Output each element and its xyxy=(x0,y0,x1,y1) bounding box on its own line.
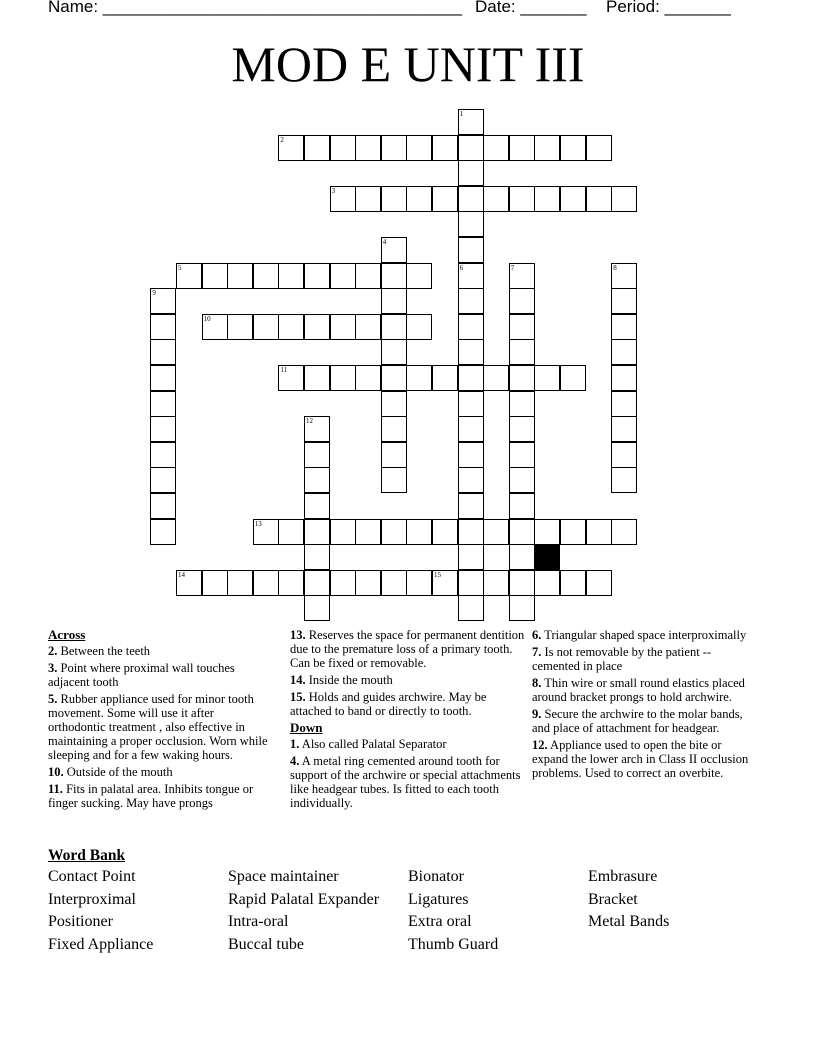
answer-cell[interactable] xyxy=(304,570,330,596)
answer-cell[interactable] xyxy=(355,186,381,212)
answer-cell[interactable] xyxy=(432,519,458,545)
word-bank-item: Ligatures xyxy=(408,890,469,908)
answer-cell[interactable] xyxy=(304,519,330,545)
clue-column-3 xyxy=(532,628,758,783)
clue xyxy=(290,673,526,687)
answer-cell[interactable] xyxy=(509,467,535,493)
clue-number: 7 xyxy=(510,263,515,272)
answer-cell[interactable] xyxy=(534,135,560,161)
word-bank-item: Contact Point xyxy=(48,868,136,885)
answer-cell[interactable] xyxy=(406,570,432,596)
answer-cell[interactable] xyxy=(355,135,381,161)
answer-cell[interactable] xyxy=(458,135,484,161)
answer-cell[interactable] xyxy=(381,339,407,365)
answer-cell[interactable] xyxy=(509,288,535,314)
answer-cell[interactable] xyxy=(381,135,407,161)
word-bank-item: Buccal tube xyxy=(228,935,304,953)
answer-cell[interactable] xyxy=(304,263,330,289)
answer-cell[interactable] xyxy=(534,519,560,545)
answer-cell[interactable] xyxy=(483,570,509,596)
answer-cell[interactable] xyxy=(458,493,484,519)
clue xyxy=(532,707,758,735)
answer-cell[interactable] xyxy=(458,160,484,186)
answer-cell[interactable] xyxy=(458,186,484,212)
answer-cell[interactable] xyxy=(586,570,612,596)
answer-cell[interactable] xyxy=(227,570,253,596)
answer-cell[interactable] xyxy=(381,442,407,468)
answer-cell[interactable] xyxy=(381,416,407,442)
answer-cell[interactable] xyxy=(406,365,432,391)
clue-number: 6 xyxy=(459,263,464,272)
clue xyxy=(532,628,758,642)
answer-cell[interactable] xyxy=(560,519,586,545)
black-square xyxy=(534,544,560,570)
page-title: MOD E UNIT III xyxy=(231,36,585,92)
answer-cell[interactable] xyxy=(330,365,356,391)
answer-cell[interactable] xyxy=(483,186,509,212)
answer-cell[interactable] xyxy=(381,288,407,314)
answer-cell[interactable] xyxy=(458,365,484,391)
answer-cell[interactable] xyxy=(611,442,637,468)
answer-cell[interactable] xyxy=(355,263,381,289)
clue xyxy=(532,645,758,673)
answer-cell[interactable] xyxy=(202,263,228,289)
answer-cell[interactable] xyxy=(509,186,535,212)
word-bank-item: Metal Bands xyxy=(588,913,670,930)
answer-cell[interactable] xyxy=(483,519,509,545)
clue-number: 5. xyxy=(48,692,58,706)
clue xyxy=(48,765,270,779)
clue-text: A metal ring cemented around tooth for support of the archwire or special attachments like headgear tubes. Is fitted to each tooth individually. xyxy=(290,754,521,810)
clue-text: Holds and guides archwire. May be attached to band or directly to tooth. xyxy=(290,690,487,718)
answer-cell[interactable] xyxy=(330,135,356,161)
clues-section xyxy=(0,628,816,843)
clue-number: 8 xyxy=(613,263,617,272)
answer-cell[interactable] xyxy=(355,314,381,340)
word-bank-item: Bracket xyxy=(588,890,638,908)
clue-text: Point where proximal wall touches adjacent tooth xyxy=(48,661,235,689)
answer-cell[interactable] xyxy=(381,391,407,417)
answer-cell[interactable] xyxy=(611,186,637,212)
answer-cell[interactable] xyxy=(381,314,407,340)
answer-cell[interactable] xyxy=(483,365,509,391)
answer-cell[interactable] xyxy=(611,391,637,417)
clue xyxy=(290,690,526,718)
answer-cell[interactable] xyxy=(304,467,330,493)
answer-cell[interactable] xyxy=(330,263,356,289)
clue xyxy=(48,782,270,810)
answer-cell[interactable] xyxy=(611,467,637,493)
clue xyxy=(532,676,758,704)
answer-cell[interactable] xyxy=(406,186,432,212)
word-bank-item: Rapid Palatal Expander xyxy=(228,890,380,908)
clue-text: Between the teeth xyxy=(57,644,151,658)
answer-cell[interactable] xyxy=(560,365,586,391)
clue-number: 11. xyxy=(48,782,63,796)
answer-cell[interactable] xyxy=(586,186,612,212)
answer-cell[interactable] xyxy=(611,339,637,365)
answer-cell[interactable] xyxy=(458,237,484,263)
answer-cell[interactable] xyxy=(458,544,484,570)
answer-cell[interactable] xyxy=(509,365,535,391)
clue-text: Reserves the space for permanent dentition due to the premature loss of a primary tooth. Can be fixed or removable. xyxy=(290,628,525,670)
clue-text: Thin wire or small round elastics placed around bracket prongs to hold archwire. xyxy=(532,676,745,704)
answer-cell[interactable] xyxy=(458,442,484,468)
clue-text: Also called Palatal Separator xyxy=(299,737,447,751)
answer-cell[interactable] xyxy=(330,314,356,340)
clue-number: 1 xyxy=(459,110,464,118)
clue xyxy=(48,661,270,689)
answer-cell[interactable] xyxy=(278,570,304,596)
answer-cell[interactable] xyxy=(560,135,586,161)
answer-cell[interactable] xyxy=(458,570,484,596)
answer-cell[interactable] xyxy=(150,467,176,493)
word-bank-item: Intra-oral xyxy=(228,913,289,930)
clue-number: 7. xyxy=(532,645,542,659)
answer-cell[interactable] xyxy=(509,391,535,417)
answer-cell[interactable] xyxy=(458,519,484,545)
word-bank-item: Fixed Appliance xyxy=(48,935,154,953)
answer-cell[interactable] xyxy=(150,493,176,519)
answer-cell[interactable] xyxy=(560,186,586,212)
clue xyxy=(290,754,526,810)
name-field[interactable]: Name: ______________________________________ xyxy=(48,0,463,16)
answer-cell[interactable] xyxy=(150,314,176,340)
down-clue-list xyxy=(290,737,526,810)
word-bank-item: Positioner xyxy=(48,913,113,930)
clue-number: 4 xyxy=(382,238,387,246)
word-bank xyxy=(48,868,788,954)
answer-cell[interactable] xyxy=(355,519,381,545)
answer-cell[interactable] xyxy=(586,135,612,161)
clue-text: Secure the archwire to the molar bands, and place of attachment for headgear. xyxy=(532,707,743,735)
answer-cell[interactable] xyxy=(458,467,484,493)
clue-number: 15. xyxy=(290,690,306,704)
word-bank-item: Space maintainer xyxy=(228,868,339,885)
clue-number: 10. xyxy=(48,765,64,779)
answer-cell[interactable] xyxy=(406,314,432,340)
answer-cell[interactable] xyxy=(509,135,535,161)
across-clue-list-continued xyxy=(290,628,526,718)
answer-cell[interactable] xyxy=(304,442,330,468)
answer-cell[interactable] xyxy=(304,493,330,519)
answer-cell[interactable] xyxy=(483,135,509,161)
answer-cell[interactable] xyxy=(304,544,330,570)
answer-cell[interactable] xyxy=(381,365,407,391)
answer-cell[interactable] xyxy=(509,493,535,519)
clue-text: Fits in palatal area. Inhibits tongue or finger sucking. May have prongs xyxy=(48,782,254,810)
clue-text: Triangular shaped space interproximally xyxy=(541,628,747,642)
answer-cell[interactable] xyxy=(509,339,535,365)
period-field[interactable]: Period: _______ xyxy=(606,0,731,16)
clue-number: 13 xyxy=(254,519,262,528)
answer-cell[interactable] xyxy=(381,186,407,212)
clue-number: 9 xyxy=(152,289,156,298)
answer-cell[interactable] xyxy=(458,314,484,340)
down-clue-list-continued xyxy=(532,628,758,780)
answer-cell[interactable] xyxy=(458,416,484,442)
answer-cell[interactable] xyxy=(509,544,535,570)
clue-text: Is not removable by the patient -- cemented in place xyxy=(532,645,712,673)
word-bank-item: Interproximal xyxy=(48,890,136,908)
clue-number: 9. xyxy=(532,707,542,721)
answer-cell[interactable] xyxy=(150,442,176,468)
answer-cell[interactable] xyxy=(534,365,560,391)
answer-cell[interactable] xyxy=(509,570,535,596)
answer-cell[interactable] xyxy=(278,263,304,289)
answer-cell[interactable] xyxy=(509,519,535,545)
clue-text: Inside the mouth xyxy=(305,673,393,687)
answer-cell[interactable] xyxy=(304,365,330,391)
answer-cell[interactable] xyxy=(150,365,176,391)
answer-cell[interactable] xyxy=(330,519,356,545)
clue xyxy=(532,738,758,780)
clue-number: 10 xyxy=(203,314,211,323)
answer-cell[interactable] xyxy=(509,416,535,442)
answer-cell[interactable] xyxy=(509,595,535,621)
answer-cell[interactable] xyxy=(509,442,535,468)
clue-number: 2. xyxy=(48,644,58,658)
across-heading: Across xyxy=(48,627,86,642)
answer-cell[interactable] xyxy=(355,570,381,596)
answer-cell[interactable] xyxy=(560,570,586,596)
answer-cell[interactable] xyxy=(586,519,612,545)
answer-cell[interactable] xyxy=(611,519,637,545)
answer-cell[interactable] xyxy=(253,570,279,596)
answer-cell[interactable] xyxy=(278,314,304,340)
clue-column-2 xyxy=(290,628,526,813)
word-bank-heading: Word Bank xyxy=(48,847,126,864)
answer-cell[interactable] xyxy=(458,288,484,314)
answer-cell[interactable] xyxy=(611,314,637,340)
answer-cell[interactable] xyxy=(150,391,176,417)
word-bank-item: Bionator xyxy=(408,868,464,885)
clue-number: 5 xyxy=(178,263,182,272)
answer-cell[interactable] xyxy=(381,570,407,596)
clue-text: Appliance used to open the bite or expand the lower arch in Class II occlusion problems. Used to correct an overbite. xyxy=(532,738,749,780)
answer-cell[interactable] xyxy=(432,186,458,212)
answer-cell[interactable] xyxy=(406,263,432,289)
answer-cell[interactable] xyxy=(304,135,330,161)
clue-number: 1. xyxy=(290,737,300,751)
clue-number: 14. xyxy=(290,673,306,687)
answer-cell[interactable] xyxy=(406,135,432,161)
answer-cell[interactable] xyxy=(458,391,484,417)
answer-cell[interactable] xyxy=(304,595,330,621)
answer-cell[interactable] xyxy=(150,339,176,365)
across-clue-list xyxy=(48,644,270,810)
clue-number: 2 xyxy=(280,135,284,144)
answer-cell[interactable] xyxy=(304,314,330,340)
date-field[interactable]: Date: _______ xyxy=(475,0,587,16)
clue-text: Outside of the mouth xyxy=(63,765,173,779)
clue-number: 11 xyxy=(280,366,288,374)
word-bank-item: Extra oral xyxy=(408,913,472,930)
answer-cell[interactable] xyxy=(150,416,176,442)
answer-cell[interactable] xyxy=(611,416,637,442)
clue xyxy=(48,644,270,658)
word-bank-item: Thumb Guard xyxy=(408,935,499,953)
answer-cell[interactable] xyxy=(355,365,381,391)
answer-cell[interactable] xyxy=(458,595,484,621)
clue-number: 6. xyxy=(532,628,542,642)
clue-number: 14 xyxy=(178,570,185,579)
clue-number: 3 xyxy=(331,186,336,195)
answer-cell[interactable] xyxy=(202,570,228,596)
answer-cell[interactable] xyxy=(253,263,279,289)
answer-cell[interactable] xyxy=(432,135,458,161)
answer-cell[interactable] xyxy=(611,365,637,391)
clue xyxy=(48,692,270,762)
answer-cell[interactable] xyxy=(509,314,535,340)
answer-cell[interactable] xyxy=(534,186,560,212)
answer-cell[interactable] xyxy=(381,519,407,545)
clue-number: 8. xyxy=(532,676,542,690)
answer-cell[interactable] xyxy=(432,365,458,391)
answer-cell[interactable] xyxy=(406,519,432,545)
clue-column-1 xyxy=(48,628,270,813)
clue-number: 12. xyxy=(532,738,548,752)
clue xyxy=(290,628,526,670)
answer-cell[interactable] xyxy=(330,570,356,596)
answer-cell[interactable] xyxy=(381,263,407,289)
clue-number: 4. xyxy=(290,754,300,768)
clue-number: 13. xyxy=(290,628,306,642)
down-heading: Down xyxy=(290,720,323,735)
answer-cell[interactable] xyxy=(253,314,279,340)
answer-cell[interactable] xyxy=(227,263,253,289)
clue-number: 3. xyxy=(48,661,58,675)
answer-cell[interactable] xyxy=(278,519,304,545)
answer-cell[interactable] xyxy=(611,288,637,314)
answer-cell[interactable] xyxy=(227,314,253,340)
clue-number: 15 xyxy=(434,570,441,579)
answer-cell[interactable] xyxy=(150,519,176,545)
answer-cell[interactable] xyxy=(534,570,560,596)
clue-number: 12 xyxy=(306,417,313,426)
clue-text: Rubber appliance used for minor tooth movement. Some will use it after orthodontic treatment , also effective in maintaining a proper occlusion. Worn while sleeping and for a few waking hours. xyxy=(48,692,268,762)
answer-cell[interactable] xyxy=(458,339,484,365)
word-bank-item: Embrasure xyxy=(588,868,658,885)
answer-cell[interactable] xyxy=(381,467,407,493)
answer-cell[interactable] xyxy=(458,211,484,237)
clue xyxy=(290,737,526,751)
